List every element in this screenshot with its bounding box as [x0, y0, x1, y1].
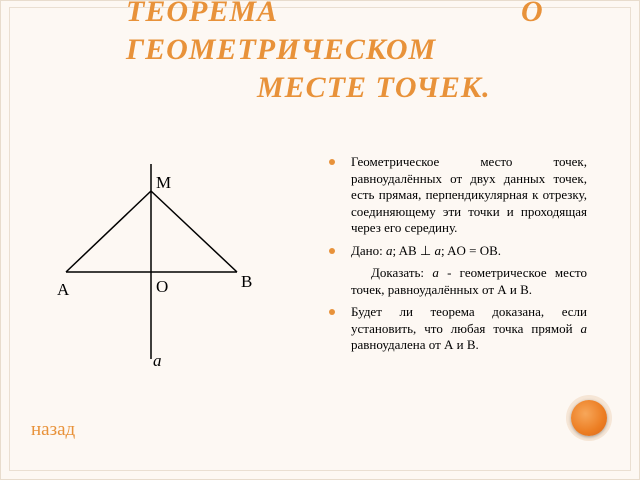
given-prefix: Дано:	[351, 242, 386, 258]
title-line-2: ГЕОМЕТРИЧЕСКОМ	[126, 33, 437, 66]
given-suffix: ; AO = OB.	[441, 242, 502, 258]
given-mid: ; AB ⊥	[392, 242, 435, 258]
bullet-dot-icon	[329, 248, 335, 254]
segment-MA	[66, 191, 151, 272]
question-suffix: равноудалена от А и В.	[351, 337, 479, 352]
label-A: A	[57, 280, 70, 299]
title-line-3: МЕСТЕ ТОЧЕК.	[257, 71, 491, 104]
prove-line-a: a	[432, 265, 439, 280]
prove-suffix: - геометрическое место точек, равноудалённых от А и В.	[351, 265, 587, 297]
theorem-statement: Геометрическое место точек, равноудалённых от двух данных точек, есть прямая, перпендикулярная к отрезку, соединяющему эти точки и проходящая через его середину.	[351, 154, 587, 235]
title-line-1a: ТЕОРЕМА	[126, 0, 279, 28]
decorative-circle-icon	[571, 400, 607, 436]
geometry-figure	[1, 1, 331, 421]
figure-drawing	[1, 1, 331, 421]
bullet-dot-icon	[329, 159, 335, 165]
prove-prefix: Доказать:	[371, 265, 433, 280]
segment-MB	[151, 191, 237, 272]
question-prefix: Будет ли теорема доказана, если установить, что любая точка прямой	[351, 304, 587, 336]
bullet-given	[327, 243, 587, 260]
given-line-a-2: a	[434, 242, 441, 258]
theorem-text	[327, 154, 587, 360]
bullet-question	[327, 304, 587, 354]
label-B: B	[241, 272, 253, 291]
label-O: O	[156, 277, 169, 296]
prove-paragraph	[327, 265, 587, 298]
given-line-a-1: a	[385, 242, 393, 258]
label-M: M	[156, 173, 172, 192]
bullet-dot-icon	[329, 309, 335, 315]
question-line-a: a	[580, 320, 587, 336]
back-link[interactable]: назад	[31, 419, 76, 440]
label-a: a	[153, 351, 162, 370]
title-line-1b: О	[521, 0, 544, 28]
bullet-theorem	[327, 154, 587, 237]
